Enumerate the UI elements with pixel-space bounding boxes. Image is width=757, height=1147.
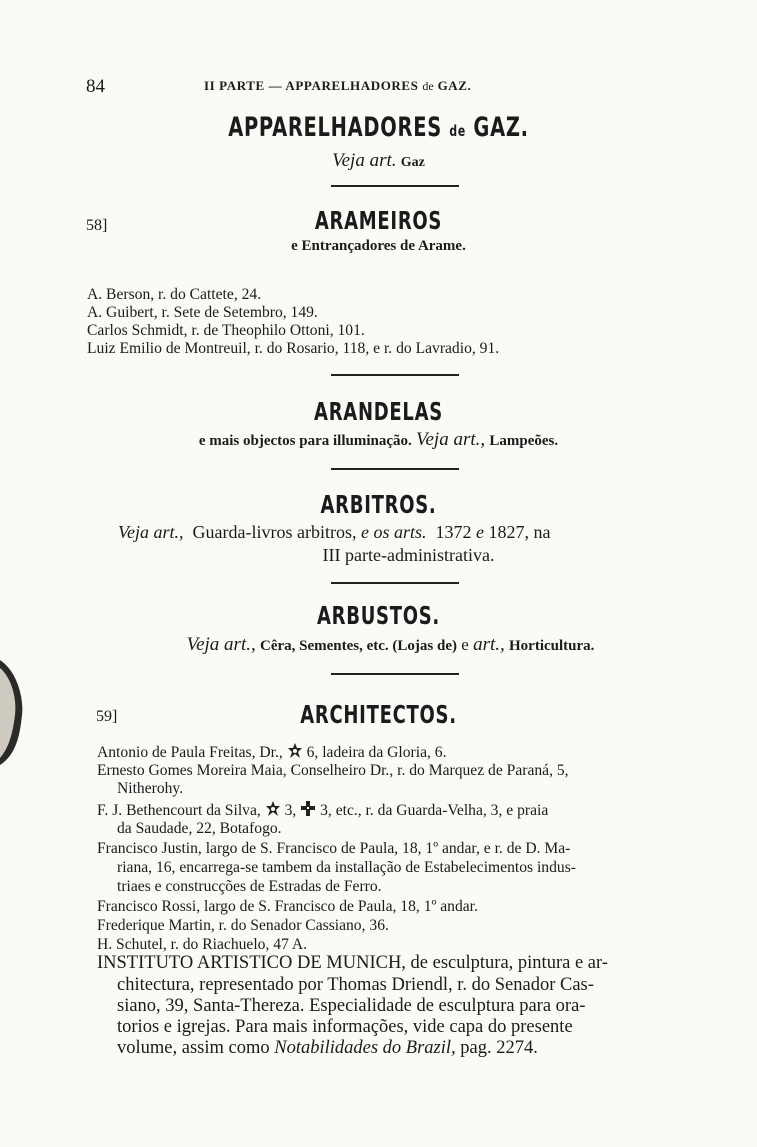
arbitros-ref-line: Veja art., Guarda-livros arbitros, e os arts. 1372 e 1827, na (118, 522, 551, 542)
subtitle-arameiros: e Entrançadores de Arame. (291, 238, 466, 254)
ref-gaz: Veja art. Gaz (332, 150, 425, 171)
heading-architectos: ARCHITECTOS. (300, 700, 457, 729)
divider (331, 582, 459, 584)
engineer-medal-icon (287, 742, 303, 764)
list-item: Ernesto Gomes Moreira Maia, Conselheiro Dr., r. do Marquez de Paraná, 5, (97, 762, 569, 779)
list-item: triaes e construcções de Estradas de Ferro. (117, 878, 382, 895)
list-item: Antonio de Paula Freitas, Dr., 6, ladeira da Gloria, 6. (97, 742, 446, 764)
list-item: INSTITUTO ARTISTICO DE MUNICH, de esculptura, pintura e ar- (97, 953, 608, 973)
list-item: torios e igrejas. Para mais informações, vide capa do presente (117, 1017, 573, 1037)
divider (331, 468, 459, 470)
list-item: Francisco Rossi, largo de S. Francisco de Paula, 18, 1º andar. (97, 898, 478, 915)
list-item: Carlos Schmidt, r. de Theophilo Ottoni, 101. (87, 322, 365, 339)
list-item: Frederique Martin, r. do Senador Cassiano, 36. (97, 917, 389, 934)
cross-order-icon (300, 800, 316, 822)
heading-arbitros: ARBITROS. (320, 490, 437, 519)
list-item: F. J. Bethencourt da Silva, 3, 3, etc., r. da Guarda-Velha, 3, e praia (97, 800, 548, 822)
list-item: chitectura, representado por Thomas Driendl, r. do Senador Cas- (117, 975, 594, 995)
running-head (86, 74, 696, 102)
list-item: da Saudade, 22, Botafogo. (117, 820, 282, 837)
list-item: H. Schutel, r. do Riachuelo, 47 A. (97, 936, 308, 953)
heading-apparelhadores: APPARELHADORES de GAZ. (228, 112, 529, 143)
arbustos-ref: Veja art., Cêra, Sementes, etc. (Lojas de) e art., Horticultura. (186, 634, 595, 655)
list-item: Luiz Emilio de Montreuil, r. do Rosario, 118, e r. do Lavradio, 91. (87, 340, 500, 357)
list-item: siano, 39, Santa-Thereza. Especialidade de esculptura para ora- (117, 996, 586, 1016)
section-number-58: 58] (86, 217, 108, 234)
arbitros-ref-line-2: III parte-administrativa. (322, 545, 495, 565)
page-number: 84 (86, 76, 105, 97)
list-item: Nitherohy. (117, 780, 184, 797)
running-title: II PARTE — APPARELHADORES de GAZ. (204, 78, 472, 93)
engineer-medal-icon (265, 800, 281, 822)
divider (331, 185, 459, 187)
heading-arameiros: ARAMEIROS (314, 206, 443, 235)
subtitle-arandelas: e mais objectos para illuminação. Veja art., Lampeões. (198, 429, 559, 450)
list-item: A. Berson, r. do Cattete, 24. (87, 286, 262, 303)
binding-edge-shadow (0, 660, 26, 765)
heading-arbustos: ARBUSTOS. (317, 601, 440, 630)
list-item: volume, assim como Notabilidades do Brazil, pag. 2274. (117, 1038, 538, 1058)
section-number-59: 59] (96, 708, 118, 725)
list-item: A. Guibert, r. Sete de Setembro, 149. (87, 304, 318, 321)
divider (331, 673, 459, 675)
heading-arandelas: ARANDELAS (314, 397, 443, 426)
list-item: Francisco Justin, largo de S. Francisco de Paula, 18, 1º andar, e r. de D. Ma- (97, 840, 571, 857)
divider (331, 374, 459, 376)
list-item: riana, 16, encarrega-se tambem da installação de Estabelecimentos indus- (117, 859, 576, 876)
